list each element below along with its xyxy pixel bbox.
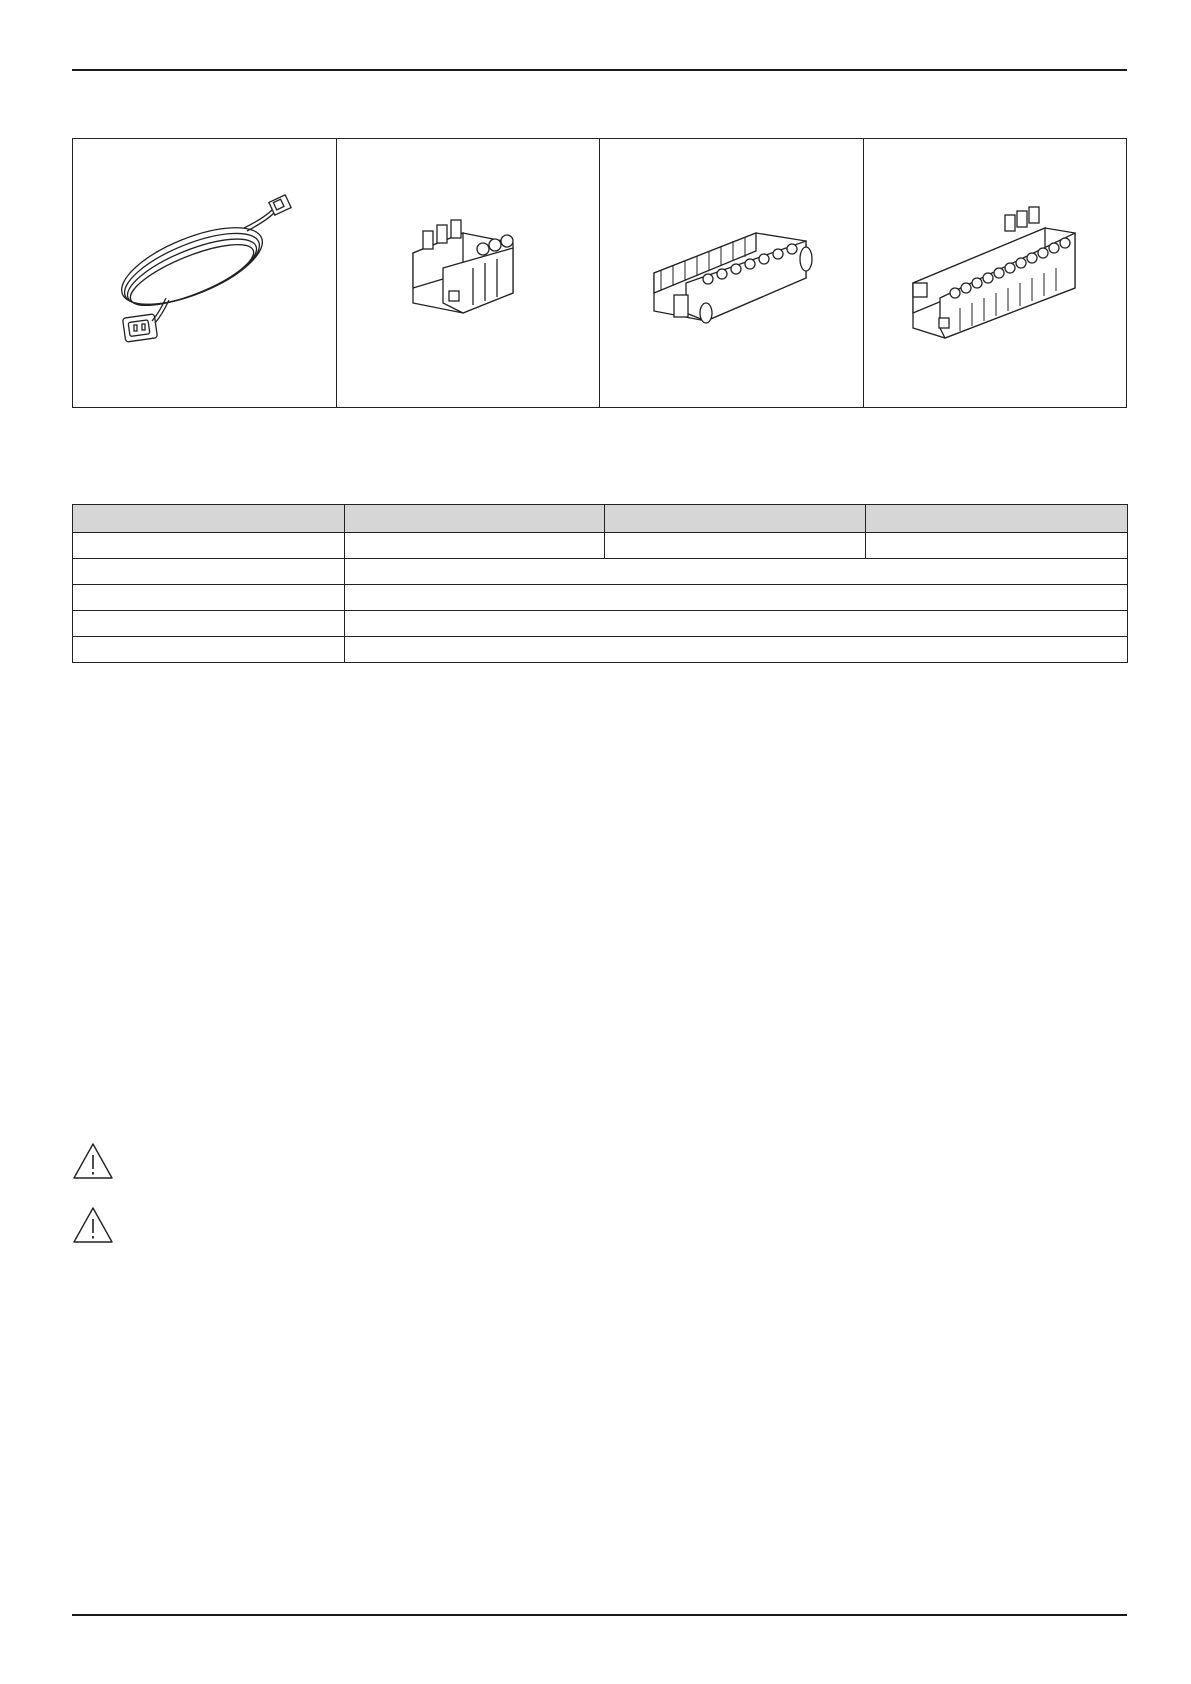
accessory-cell-terminal-8pin	[600, 139, 864, 407]
accessories-figure	[72, 138, 1127, 408]
row-label	[73, 585, 345, 611]
header-rule	[72, 69, 1127, 71]
row-label	[73, 559, 345, 585]
terminal-block-8pin-icon	[646, 213, 816, 333]
row-value	[345, 637, 1128, 663]
accessory-cell-terminal-4pin	[337, 139, 601, 407]
row-label	[73, 611, 345, 637]
terminal-block-4pin-icon	[403, 213, 533, 333]
header-cell	[605, 505, 866, 533]
header-cell	[345, 505, 605, 533]
table-cell	[866, 533, 1128, 559]
spec-table	[72, 504, 1128, 663]
warning-note	[72, 1206, 126, 1244]
warning-triangle-icon	[72, 1142, 114, 1180]
warning-triangle-icon	[72, 1206, 114, 1244]
footer-rule	[72, 1614, 1127, 1616]
accessory-cell-power-cord	[73, 139, 337, 407]
row-value	[345, 585, 1128, 611]
table-header-row	[73, 505, 1128, 533]
warning-note	[72, 1142, 126, 1180]
header-cell	[866, 505, 1128, 533]
table-row	[73, 585, 1128, 611]
table-row	[73, 559, 1128, 585]
terminal-block-12pin-icon	[905, 203, 1085, 343]
row-label	[73, 637, 345, 663]
table-row	[73, 611, 1128, 637]
table-row	[73, 533, 1128, 559]
table-cell	[73, 533, 345, 559]
power-cord-icon	[104, 188, 304, 358]
row-value	[345, 559, 1128, 585]
row-value	[345, 611, 1128, 637]
table-row	[73, 637, 1128, 663]
accessory-cell-terminal-12pin	[864, 139, 1127, 407]
header-cell	[73, 505, 345, 533]
table-cell	[345, 533, 605, 559]
table-cell	[605, 533, 866, 559]
